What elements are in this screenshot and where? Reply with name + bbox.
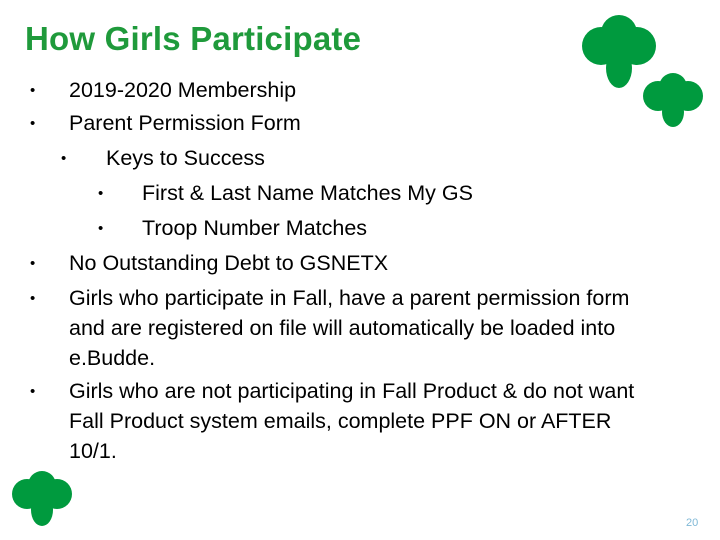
bullet-marker: • [61,150,67,167]
bullet-marker: • [30,115,36,132]
bullet-marker: • [30,255,36,272]
bullet-membership: 2019-2020 Membership [69,78,297,102]
bullet-fall-participants-line3: e.Budde. [69,346,156,370]
bullet-name-matches: First & Last Name Matches My GS [142,181,473,205]
bullet-marker: • [98,185,104,202]
bullet-fall-participants-line2: and are registered on file will automatically be loaded into [69,316,616,340]
bullet-marker: • [30,290,36,307]
bullet-not-participating-line1: Girls who are not participating in Fall Product & do not want [69,379,635,403]
slide-title: How Girls Participate [25,20,362,57]
bullet-not-participating-line2: Fall Product system emails, complete PPF ON or AFTER [69,409,612,433]
bullet-fall-participants-line1: Girls who participate in Fall, have a parent permission form [69,286,630,310]
page-number: 20 [686,517,699,529]
bullet-marker: • [30,82,36,99]
bullet-not-participating-line3: 10/1. [69,439,117,463]
bullet-keys-to-success: Keys to Success [106,146,265,170]
bullet-marker: • [30,383,36,400]
bullet-troop-matches: Troop Number Matches [142,216,368,240]
bullet-parent-permission: Parent Permission Form [69,111,301,135]
bullet-no-debt: No Outstanding Debt to GSNETX [69,251,389,275]
bullet-marker: • [98,220,104,237]
